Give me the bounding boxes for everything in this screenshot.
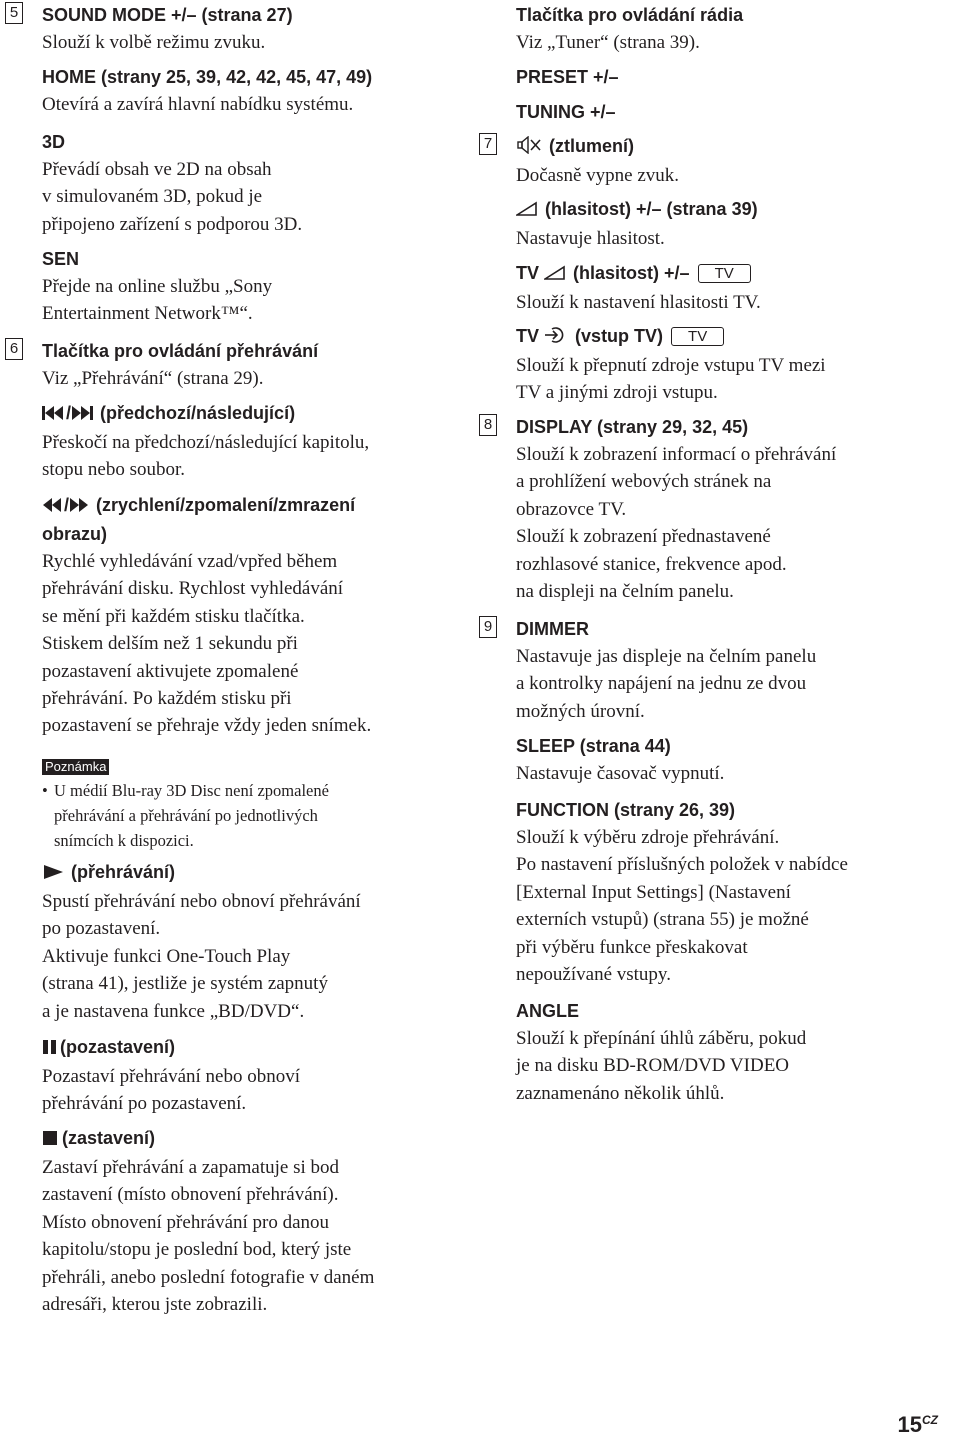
stop-body-line: adresáři, kterou jste zobrazili.	[42, 1294, 268, 1316]
stop-body-line: přehráli, anebo poslední fotografie v daném	[42, 1266, 375, 1288]
sound-mode-body: Slouží k volbě režimu zvuku.	[42, 32, 266, 53]
note-line: snímcích k dispozici.	[54, 831, 194, 850]
mute-body: Dočasně vypne zvuk.	[516, 165, 680, 186]
sen-heading: SEN	[42, 249, 80, 269]
sleep-entry	[476, 733, 960, 787]
play-body-line: a je nastavena funkce „BD/DVD“.	[42, 1000, 305, 1022]
page-number-value: 15	[897, 1412, 922, 1437]
mute-entry	[476, 133, 960, 189]
scan-body-line: se mění při každém stisku tlačítka.	[42, 605, 305, 627]
tv-input-entry	[476, 323, 960, 407]
display-body-line: Slouží k zobrazení přednastavené	[516, 526, 771, 548]
stop-entry	[0, 1125, 470, 1318]
prev-next-body-line: Přeskočí na předchozí/následující kapitolu,	[42, 432, 370, 453]
stop-body-line: zastavení (místo obnovení přehrávání).	[42, 1184, 339, 1206]
function-body-line: při výběru funkce přeskakovat	[516, 936, 748, 958]
note-bullet: •	[42, 781, 48, 800]
volume-body: Nastavuje hlasitost.	[516, 228, 665, 249]
pause-body-line: přehrávání po pozastavení.	[42, 1093, 247, 1115]
tuning-entry	[476, 99, 960, 126]
display-entry	[476, 414, 960, 605]
note-box	[42, 778, 442, 853]
scan-entry	[0, 492, 470, 740]
angle-body-line: zaznamenáno několik úhlů.	[516, 1082, 725, 1104]
tv-volume-entry	[476, 260, 960, 316]
home-body: Otevírá a zavírá hlavní nabídku systému.	[42, 94, 354, 115]
volume-icon	[516, 198, 538, 225]
radio-entry	[476, 2, 960, 56]
angle-body-line: je na disku BD-ROM/DVD VIDEO	[516, 1055, 790, 1077]
section-number-7: 7	[479, 133, 497, 155]
scan-body-line: přehrávání. Po každém stisku při	[42, 688, 292, 710]
playback-entry	[0, 338, 470, 392]
sleep-body: Nastavuje časovač vypnutí.	[516, 763, 725, 784]
scan-separator: /	[64, 495, 70, 515]
radio-body: Viz „Tuner“ (strana 39).	[516, 32, 700, 53]
section-number-8: 8	[479, 414, 497, 436]
tv-volume-heading: (hlasitost) +/–	[573, 263, 690, 283]
dimmer-body-line: možných úrovní.	[516, 700, 645, 722]
play-body-line: po pozastavení.	[42, 918, 161, 940]
note-label: Poznámka	[42, 759, 109, 775]
function-body-line: Slouží k výběru zdroje přehrávání.	[516, 827, 780, 848]
rewind-icon	[42, 494, 62, 521]
page-language: CZ	[922, 1413, 938, 1427]
stop-icon	[42, 1127, 60, 1154]
three-d-entry	[0, 129, 470, 238]
stop-heading: (zastavení)	[62, 1128, 156, 1148]
preset-heading: PRESET +/–	[516, 67, 619, 87]
tv-badge: TV	[698, 264, 751, 283]
angle-entry	[476, 998, 960, 1107]
stop-body-line: kapitolu/stopu je poslední bod, který jste	[42, 1239, 352, 1261]
three-d-heading: 3D	[42, 132, 66, 152]
radio-heading: Tlačítka pro ovládání rádia	[516, 5, 744, 25]
fast-forward-icon	[69, 494, 89, 521]
angle-body-line: Slouží k přepínání úhlů záběru, pokud	[516, 1028, 807, 1049]
display-body-line: a prohlížení webových stránek na	[516, 471, 772, 493]
page-number	[898, 1412, 938, 1438]
three-d-body-line: Převádí obsah ve 2D na obsah	[42, 159, 272, 180]
sleep-heading: SLEEP (strana 44)	[516, 736, 671, 756]
dimmer-body-line: Nastavuje jas displeje na čelním panelu	[516, 646, 817, 667]
sen-body-line: Přejde na online službu „Sony	[42, 276, 273, 297]
sen-entry	[0, 246, 470, 328]
scan-body-line: Rychlé vyhledávání vzad/vpřed během	[42, 551, 338, 572]
dimmer-body-line: a kontrolky napájení na jednu ze dvou	[516, 673, 807, 695]
sound-mode-entry	[0, 2, 470, 56]
function-heading: FUNCTION (strany 26, 39)	[516, 800, 736, 820]
tv-input-body-line: Slouží k přepnutí zdroje vstupu TV mezi	[516, 355, 826, 376]
stop-body-line: Místo obnovení přehrávání pro danou	[42, 1211, 330, 1233]
function-entry	[476, 797, 960, 988]
three-d-body-line: připojeno zařízení s podporou 3D.	[42, 213, 303, 235]
play-body-line: Spustí přehrávání nebo obnoví přehrávání	[42, 891, 361, 912]
tv-volume-prefix: TV	[516, 263, 540, 283]
scan-body-line: pozastavení aktivujete zpomalené	[42, 660, 299, 682]
stop-body-line: Zastaví přehrávání a zapamatuje si bod	[42, 1157, 340, 1178]
play-entry	[0, 859, 470, 1025]
dimmer-heading: DIMMER	[516, 619, 589, 639]
function-body-line: externích vstupů) (strana 55) je možné	[516, 909, 809, 931]
display-body-line: rozhlasové stanice, frekvence apod.	[516, 553, 787, 575]
display-body-line: na displeji na čelním panelu.	[516, 581, 734, 603]
section-number-6: 6	[5, 338, 23, 360]
section-number-9: 9	[479, 616, 497, 638]
playback-body: Viz „Přehrávání“ (strana 29).	[42, 368, 264, 389]
prev-next-body-line: stopu nebo soubor.	[42, 459, 186, 481]
home-entry	[0, 64, 470, 118]
tuning-heading: TUNING +/–	[516, 102, 616, 122]
angle-heading: ANGLE	[516, 1001, 579, 1021]
scan-heading-line-2: obrazu)	[42, 524, 107, 544]
sound-mode-heading: SOUND MODE +/– (strana 27)	[42, 5, 293, 25]
dimmer-entry	[476, 616, 960, 725]
scan-heading: (zrychlení/zpomalení/zmrazení	[96, 495, 356, 515]
note-line: přehrávání a přehrávání po jednotlivých	[54, 806, 318, 825]
play-heading: (přehrávání)	[71, 862, 176, 882]
scan-body-line: Stiskem delším než 1 sekundu při	[42, 633, 298, 655]
prev-next-heading: (předchozí/následující)	[100, 403, 296, 423]
pause-body-line: Pozastaví přehrávání nebo obnoví	[42, 1066, 301, 1087]
scan-body-line: přehrávání disku. Rychlost vyhledávání	[42, 578, 344, 600]
section-number-5: 5	[5, 2, 23, 24]
display-heading: DISPLAY (strany 29, 32, 45)	[516, 417, 749, 437]
scan-body-line: pozastavení se přehraje vždy jeden snímek.	[42, 715, 372, 737]
three-d-body-line: v simulovaném 3D, pokud je	[42, 186, 263, 208]
next-icon	[71, 402, 93, 429]
function-body-line: nepoužívané vstupy.	[516, 964, 671, 986]
mute-heading: (ztlumení)	[549, 136, 635, 156]
pause-heading: (pozastavení)	[60, 1037, 176, 1057]
volume-heading: (hlasitost) +/– (strana 39)	[545, 199, 758, 219]
home-heading: HOME (strany 25, 39, 42, 42, 45, 47, 49)	[42, 67, 373, 87]
tv-input-heading: (vstup TV)	[575, 326, 664, 346]
display-body-line: Slouží k zobrazení informací o přehrávání	[516, 444, 837, 465]
tv-volume-body: Slouží k nastavení hlasitosti TV.	[516, 292, 761, 313]
play-body-line: Aktivuje funkci One-Touch Play	[42, 945, 291, 967]
note-line: U médií Blu-ray 3D Disc není zpomalené	[54, 781, 329, 800]
pause-entry	[0, 1034, 470, 1118]
input-icon	[544, 325, 568, 352]
display-body-line: obrazovce TV.	[516, 498, 627, 520]
prev-next-entry	[0, 400, 470, 484]
volume-entry	[476, 196, 960, 252]
prev-next-separator: /	[66, 403, 72, 423]
tv-badge: TV	[671, 327, 724, 346]
function-body-line: [External Input Settings] (Nastavení	[516, 881, 791, 903]
volume-icon	[544, 262, 566, 289]
sen-body-line: Entertainment Network™“.	[42, 303, 253, 325]
playback-heading: Tlačítka pro ovládání přehrávání	[42, 341, 319, 361]
function-body-line: Po nastavení příslušných položek v nabídce	[516, 854, 848, 876]
mute-icon	[516, 135, 542, 162]
previous-icon	[42, 402, 64, 429]
preset-entry	[476, 64, 960, 91]
play-body-line: (strana 41), jestliže je systém zapnutý	[42, 973, 328, 995]
tv-input-prefix: TV	[516, 326, 540, 346]
tv-input-body-line: TV a jinými zdroji vstupu.	[516, 382, 718, 404]
pause-icon	[42, 1036, 58, 1063]
play-icon	[42, 861, 64, 888]
